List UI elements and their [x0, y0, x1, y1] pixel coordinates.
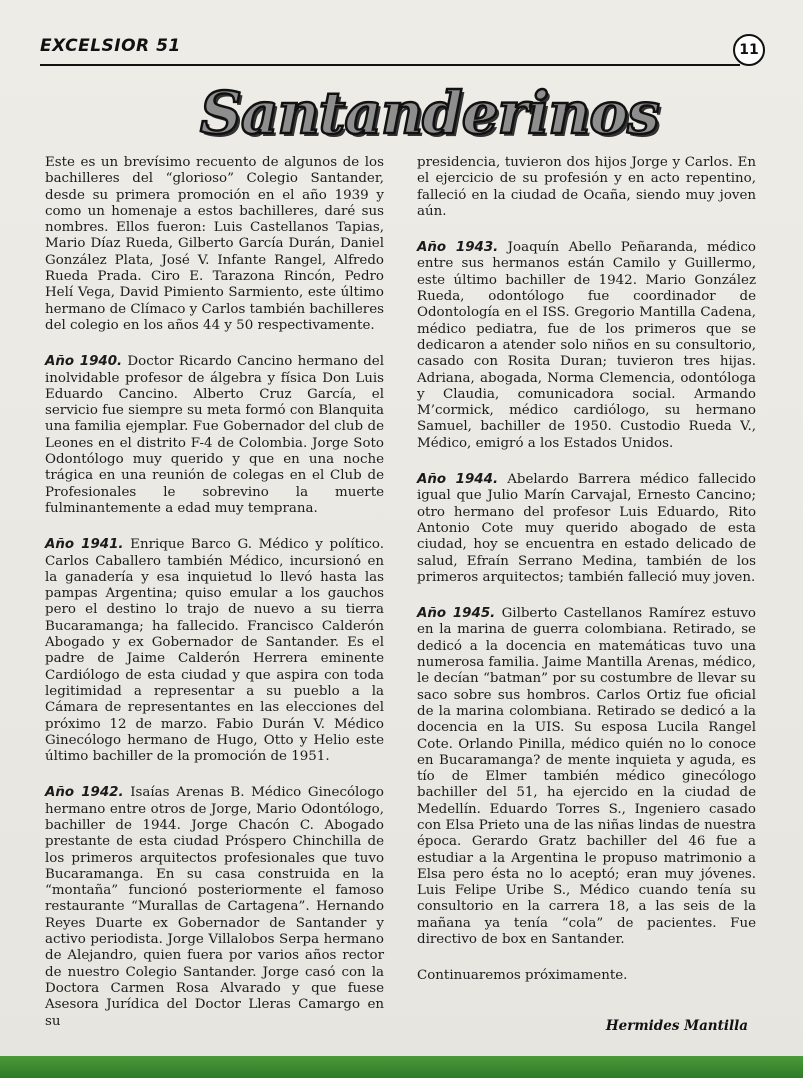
year-heading: Año 1941.	[45, 537, 124, 553]
year-heading: Año 1943.	[417, 240, 499, 256]
page-number-badge: 11	[733, 34, 765, 66]
left-column	[45, 155, 384, 1050]
article-title: Santanderinos	[200, 79, 659, 147]
bottom-color-bar	[0, 1056, 803, 1078]
year-heading: Año 1942.	[45, 785, 124, 801]
paragraph	[417, 606, 756, 948]
paragraph	[45, 354, 384, 517]
author-signature: Hermides Mantilla	[605, 1018, 748, 1034]
paragraph-text: presidencia, tuvieron dos hijos Jorge y Carlos. En el ejercicio de su profesión y en acto repentino, falleció en la ciudad de Ocaña, siendo muy joven aún.	[417, 155, 756, 219]
closing-line	[417, 968, 756, 984]
paragraph-text: Este es un brevísimo recuento de algunos de los bachilleres del “glorioso” Colegio Santander, desde su primera promoción en el año 1939 y como un homenaje a estos bachilleres, daré sus nombres. Ellos fueron: Luis Castellanos Tapias, Mario Díaz Rueda, Gilberto García Durán, Daniel González Plata, José V. Infante Rangel, Alfredo Rueda Prada. Ciro E. Tarazona Rincón, Pedro Helí Vega, David Pimiento Sarmiento, este último hermano de Clímaco y Carlos también bachilleres del colegio en los años 44 y 50 respectivamente.	[45, 155, 384, 333]
paragraph-text: Doctor Ricardo Cancino hermano del inolvidable profesor de álgebra y física Don Luis Eduardo Cancino. Alberto Cruz García, el servicio fue siempre su meta formó con Blanquita una familia ejemplar. Fue Gobernador del club de Leones en el distrito F-4 de Colombia. Jorge Soto Odontólogo muy querido y que en una noche trágica en una reunión de colegas en el Club de Profesionales le sobrevino la muerte fulminantemente a edad muy temprana.	[45, 354, 384, 516]
year-heading: Año 1940.	[45, 354, 123, 370]
right-column	[417, 155, 756, 1005]
paragraph	[417, 240, 756, 452]
paragraph-text: Gilberto Castellanos Ramírez estuvo en la marina de guerra colombiana. Retirado, se dedicó a la docencia en matemáticas tuvo una numerosa familia. Jaime Mantilla Arenas, médico, le decían “batman” por su costumbre de llevar su saco sobre sus hombros. Carlos Ortiz fue oficial de la marina colombiana. Retirado se dedicó a la docencia en la UIS. Su esposa Lucila Rangel Cote. Orlando Pinilla, médico quién no lo conoce en Bucaramanga? de mente inquieta y aguda, es tío de Elmer también médico ginecólogo bachiller del 51, ha ejercido en la ciudad de Medellín. Eduardo Torres S., Ingeniero casado con Elsa Prieto una de las niñas lindas de nuestra época. Gerardo Gratz bachiller del 46 fue a estudiar a la Argentina le propuso matrimonio a Elsa pero ésta no lo aceptó; eran muy jóvenes. Luis Felipe Uribe S., Médico cuando tenía su consultorio en la carrera 18, a las seis de la mañana ya tenía “cola” de pacientes. Fue directivo de box en Santander.	[417, 606, 757, 948]
paragraph	[45, 155, 384, 334]
title-banner	[200, 76, 659, 156]
paragraph-text: Abelardo Barrera médico fallecido igual que Julio Marín Carvajal, Ernesto Cancino; otro hermano del profesor Luis Eduardo, Rito Antonio Cote muy querido abogado de esta ciudad, hoy se encuentra en estado delicado de salud, Efraín Serrano Medina, también de los primeros arquitectos; también falleció muy joven.	[417, 472, 756, 585]
article-body	[45, 155, 765, 1035]
page-header	[40, 28, 765, 74]
paragraph-text: Joaquín Abello Peñaranda, médico entre sus hermanos están Camilo y Guillermo, este último bachiller de 1942. Mario González Rueda, odontólogo fue coordinador de Odontología en el ISS. Gregorio Mantilla Cadena, médico pediatra, fue de los primeros que se dedicaron a atender solo niños en su consultorio, casado con Rosita Duran; tuvieron tres hijas. Adriana, abogada, Norma Clemencia, odontóloga y Claudia, comunicadora social. Armando M’cormick, médico cardiólogo, su hermano Samuel, bachiller de 1950. Custodio Rueda V., Médico, emigró a los Estados Unidos.	[417, 240, 756, 451]
paragraph-text: Continuaremos próximamente.	[417, 968, 628, 984]
paragraph	[45, 785, 384, 1029]
paragraph	[417, 155, 756, 220]
paragraph-text: Enrique Barco G. Médico y político. Carlos Caballero también Médico, incursionó en la ganadería y esa inquietud lo llevó hasta las pampas Argentina; quiso emular a los gauchos pero el destino lo trajo de nuevo a su tierra Bucaramanga; ha fallecido. Francisco Calderón Abogado y ex Gobernador de Santander. Es el padre de Jaime Calderón Herrera eminente Cardiólogo de esta ciudad y que aspira con toda legitimidad a representar a su pueblo a la Cámara de representantes en las elecciones del próximo 12 de marzo. Fabio Durán V. Médico Ginecólogo hermano de Hugo, Otto y Helio este último bachiller de la promoción de 1951.	[45, 537, 384, 765]
year-heading: Año 1945.	[417, 606, 496, 622]
year-heading: Año 1944.	[417, 472, 499, 488]
header-rule	[40, 64, 740, 66]
paragraph-text: Isaías Arenas B. Médico Ginecólogo hermano entre otros de Jorge, Mario Odontólogo, bachiller de 1944. Jorge Chacón C. Abogado prestante de esta ciudad Próspero Chinchilla de los primeros arquitectos profesionales que tuvo Bucaramanga. En su casa construida en la “montaña” funcionó posteriormente el famoso restaurante “Murallas de Cartagena”. Hernando Reyes Duarte ex Gobernador de Santander y activo periodista. Jorge Villalobos Serpa hermano de Alejandro, quien fuera por varios años rector de nuestro Colegio Santander. Jorge casó con la Doctora Carmen Rosa Alvarado y que fuese Asesora Jurídica del Doctor Lleras Camargo en su	[45, 785, 384, 1029]
paragraph	[417, 472, 756, 586]
paragraph	[45, 537, 384, 765]
masthead: EXCELSIOR 51	[40, 36, 181, 56]
